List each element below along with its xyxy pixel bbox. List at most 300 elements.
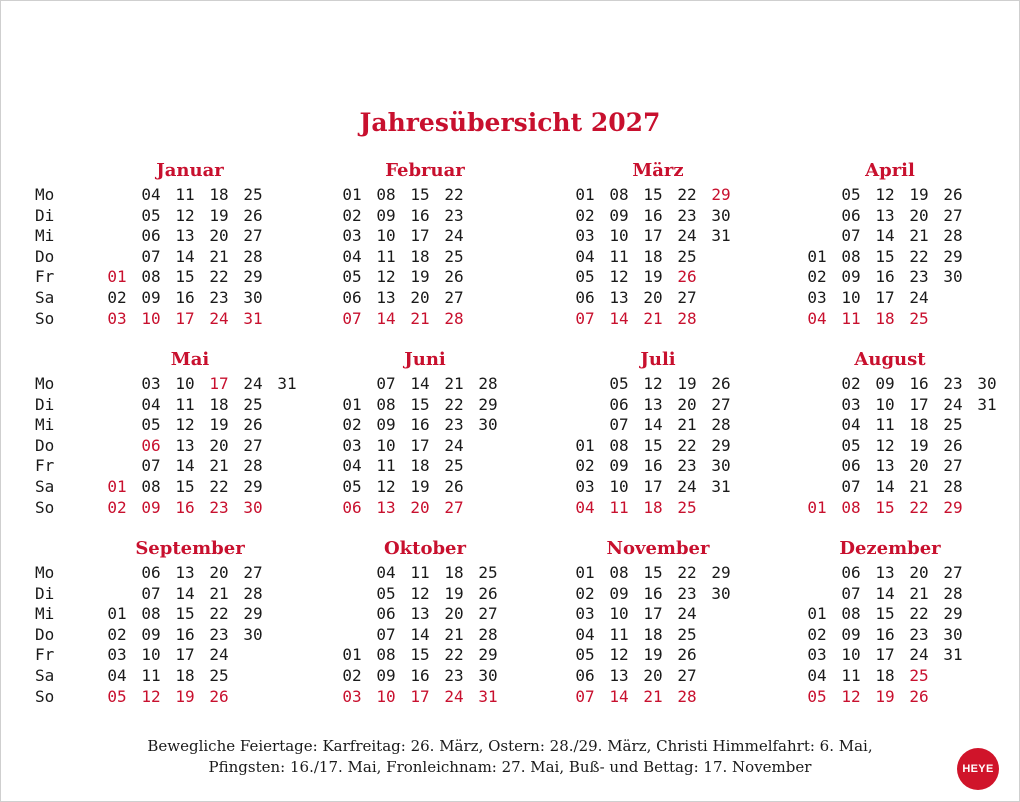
day-cell: 04 xyxy=(376,563,396,582)
day-cell: 21 xyxy=(444,624,464,644)
day-cell: 23 xyxy=(943,374,963,393)
day-cell: 16 xyxy=(643,205,663,225)
day-cell: 05 xyxy=(575,645,595,665)
day-cell: 08 xyxy=(609,435,629,455)
day-cell: 19 xyxy=(643,645,663,665)
day-cell: 15 xyxy=(875,246,895,266)
day-cell: 14 xyxy=(376,308,396,328)
day-cell: 14 xyxy=(643,415,663,435)
day-cell: 20 xyxy=(643,288,663,307)
day-cell: 22 xyxy=(209,267,229,287)
day-cell: 03 xyxy=(575,477,595,496)
day-cell: 15 xyxy=(643,185,663,204)
weekday-label-fr: Fr xyxy=(35,267,55,287)
day-cell: 14 xyxy=(410,624,430,644)
day-cell: 21 xyxy=(643,308,663,328)
day-cell: 21 xyxy=(677,415,697,435)
day-cell: 04 xyxy=(107,666,127,685)
day-cell: 09 xyxy=(841,624,861,644)
day-cell: 25 xyxy=(677,246,697,266)
day-cell: 02 xyxy=(107,624,127,644)
day-cell: 06 xyxy=(141,563,161,582)
day-cell: 23 xyxy=(677,456,697,476)
day-cell: 27 xyxy=(243,226,263,246)
day-cell: 22 xyxy=(909,604,929,624)
day-cell: 22 xyxy=(209,604,229,624)
day-cell: 23 xyxy=(209,497,229,517)
weekday-label-di: Di xyxy=(35,205,55,225)
day-cell: 04 xyxy=(342,246,362,266)
day-cell: 20 xyxy=(677,394,697,414)
day-cell: 30 xyxy=(478,666,498,685)
weekday-label-mo: Mo xyxy=(35,185,55,204)
day-cell: 22 xyxy=(677,185,697,204)
day-cell: 11 xyxy=(175,394,195,414)
day-cell: 05 xyxy=(342,477,362,496)
day-cell: 25 xyxy=(444,456,464,476)
day-cell: 06 xyxy=(376,604,396,624)
day-cell: 11 xyxy=(376,246,396,266)
day-cell: 06 xyxy=(575,288,595,307)
day-cell: 28 xyxy=(444,308,464,328)
day-cell: 11 xyxy=(875,415,895,435)
day-cell: 02 xyxy=(807,267,827,287)
day-cell: 13 xyxy=(875,456,895,476)
day-cell: 22 xyxy=(444,185,464,204)
day-cell: 31 xyxy=(711,477,731,496)
day-cell: 15 xyxy=(175,267,195,287)
day-cell: 05 xyxy=(841,185,861,204)
day-cell: 04 xyxy=(141,394,161,414)
day-cell: 26 xyxy=(943,435,963,455)
day-cell: 16 xyxy=(410,205,430,225)
day-cell: 13 xyxy=(175,435,195,455)
day-cell: 23 xyxy=(444,415,464,435)
day-cell: 26 xyxy=(677,267,697,287)
month-name: November xyxy=(606,538,710,559)
day-cell: 08 xyxy=(376,645,396,665)
day-cell: 25 xyxy=(444,246,464,266)
day-cell: 07 xyxy=(141,246,161,266)
day-cell: 14 xyxy=(609,686,629,706)
day-cell: 22 xyxy=(444,645,464,665)
day-cell: 23 xyxy=(209,288,229,307)
day-cell: 27 xyxy=(444,497,464,517)
day-cell: 06 xyxy=(575,666,595,685)
day-cell: 17 xyxy=(410,226,430,246)
day-cell: 25 xyxy=(677,497,697,517)
page-title: Jahresübersicht 2027 xyxy=(359,108,661,137)
day-cell: 24 xyxy=(909,288,929,307)
day-cell: 22 xyxy=(444,394,464,414)
day-cell: 07 xyxy=(841,583,861,603)
day-cell: 26 xyxy=(943,185,963,204)
day-cell: 16 xyxy=(875,267,895,287)
day-cell: 08 xyxy=(841,246,861,266)
day-cell: 11 xyxy=(376,456,396,476)
day-cell: 19 xyxy=(410,477,430,496)
day-cell: 07 xyxy=(342,308,362,328)
day-cell: 21 xyxy=(909,226,929,246)
day-cell: 04 xyxy=(575,497,595,517)
day-cell: 16 xyxy=(175,288,195,307)
day-cell: 24 xyxy=(677,477,697,496)
day-cell: 24 xyxy=(444,435,464,455)
day-cell: 10 xyxy=(841,288,861,307)
day-cell: 09 xyxy=(609,583,629,603)
day-cell: 13 xyxy=(376,288,396,307)
day-cell: 11 xyxy=(410,563,430,582)
day-cell: 31 xyxy=(277,374,297,393)
day-cell: 28 xyxy=(943,226,963,246)
day-cell: 12 xyxy=(175,415,195,435)
day-cell: 21 xyxy=(209,583,229,603)
day-cell: 18 xyxy=(643,624,663,644)
day-cell: 13 xyxy=(875,563,895,582)
day-cell: 15 xyxy=(410,394,430,414)
day-cell: 05 xyxy=(141,205,161,225)
day-cell: 31 xyxy=(943,645,963,665)
day-cell: 05 xyxy=(609,374,629,393)
day-cell: 01 xyxy=(342,394,362,414)
day-cell: 08 xyxy=(141,267,161,287)
day-cell: 08 xyxy=(609,185,629,204)
day-cell: 29 xyxy=(243,477,263,496)
day-cell: 09 xyxy=(376,666,396,685)
day-cell: 22 xyxy=(209,477,229,496)
day-cell: 03 xyxy=(841,394,861,414)
day-cell: 21 xyxy=(909,583,929,603)
day-cell: 16 xyxy=(875,624,895,644)
day-cell: 15 xyxy=(643,435,663,455)
day-cell: 28 xyxy=(243,246,263,266)
day-cell: 13 xyxy=(609,666,629,685)
day-cell: 24 xyxy=(444,686,464,706)
day-cell: 08 xyxy=(609,563,629,582)
day-cell: 15 xyxy=(875,604,895,624)
day-cell: 08 xyxy=(376,394,396,414)
day-cell: 14 xyxy=(875,477,895,496)
day-cell: 10 xyxy=(609,604,629,624)
day-cell: 18 xyxy=(875,666,895,685)
day-cell: 18 xyxy=(209,394,229,414)
day-cell: 10 xyxy=(376,435,396,455)
day-cell: 23 xyxy=(677,205,697,225)
day-cell: 29 xyxy=(943,604,963,624)
day-cell: 30 xyxy=(977,374,997,393)
day-cell: 10 xyxy=(841,645,861,665)
day-cell: 24 xyxy=(909,645,929,665)
day-cell: 12 xyxy=(875,185,895,204)
day-cell: 28 xyxy=(943,583,963,603)
day-cell: 16 xyxy=(909,374,929,393)
day-cell: 11 xyxy=(141,666,161,685)
day-cell: 07 xyxy=(575,308,595,328)
day-cell: 19 xyxy=(444,583,464,603)
weekday-label-do: Do xyxy=(35,246,55,266)
day-cell: 20 xyxy=(209,226,229,246)
day-cell: 20 xyxy=(410,288,430,307)
day-cell: 09 xyxy=(609,205,629,225)
day-cell: 18 xyxy=(875,308,895,328)
day-cell: 28 xyxy=(243,456,263,476)
day-cell: 26 xyxy=(209,686,229,706)
day-cell: 14 xyxy=(410,374,430,393)
weekday-label-sa: Sa xyxy=(35,666,55,685)
day-cell: 07 xyxy=(841,477,861,496)
day-cell: 04 xyxy=(807,308,827,328)
day-cell: 22 xyxy=(909,246,929,266)
day-cell: 05 xyxy=(807,686,827,706)
day-cell: 23 xyxy=(909,624,929,644)
day-cell: 10 xyxy=(376,226,396,246)
day-cell: 03 xyxy=(807,645,827,665)
day-cell: 26 xyxy=(444,477,464,496)
day-cell: 14 xyxy=(609,308,629,328)
day-cell: 15 xyxy=(875,497,895,517)
day-cell: 03 xyxy=(807,288,827,307)
day-cell: 28 xyxy=(243,583,263,603)
day-cell: 06 xyxy=(342,497,362,517)
day-cell: 24 xyxy=(209,308,229,328)
day-cell: 17 xyxy=(643,477,663,496)
day-cell: 11 xyxy=(175,185,195,204)
day-cell: 24 xyxy=(243,374,263,393)
day-cell: 12 xyxy=(875,435,895,455)
month-name: Juni xyxy=(404,349,446,370)
day-cell: 28 xyxy=(478,374,498,393)
month-name: Februar xyxy=(385,160,465,181)
weekday-label-so: So xyxy=(35,308,55,328)
day-cell: 24 xyxy=(943,394,963,414)
day-cell: 21 xyxy=(209,456,229,476)
day-cell: 14 xyxy=(175,583,195,603)
day-cell: 26 xyxy=(909,686,929,706)
day-cell: 06 xyxy=(342,288,362,307)
day-cell: 04 xyxy=(575,246,595,266)
day-cell: 04 xyxy=(841,415,861,435)
day-cell: 10 xyxy=(376,686,396,706)
weekday-label-fr: Fr xyxy=(35,645,55,665)
day-cell: 05 xyxy=(342,267,362,287)
day-cell: 13 xyxy=(609,288,629,307)
day-cell: 18 xyxy=(175,666,195,685)
day-cell: 16 xyxy=(643,583,663,603)
day-cell: 27 xyxy=(943,456,963,476)
day-cell: 02 xyxy=(107,288,127,307)
day-cell: 16 xyxy=(410,666,430,685)
day-cell: 25 xyxy=(677,624,697,644)
day-cell: 02 xyxy=(342,415,362,435)
day-cell: 26 xyxy=(711,374,731,393)
day-cell: 12 xyxy=(175,205,195,225)
day-cell: 01 xyxy=(575,563,595,582)
day-cell: 26 xyxy=(478,583,498,603)
day-cell: 29 xyxy=(943,246,963,266)
day-cell: 30 xyxy=(943,624,963,644)
day-cell: 25 xyxy=(478,563,498,582)
day-cell: 20 xyxy=(909,563,929,582)
day-cell: 03 xyxy=(575,604,595,624)
day-cell: 24 xyxy=(677,226,697,246)
day-cell: 03 xyxy=(107,645,127,665)
day-cell: 06 xyxy=(609,394,629,414)
day-cell: 02 xyxy=(841,374,861,393)
day-cell: 29 xyxy=(478,645,498,665)
day-cell: 29 xyxy=(711,185,731,204)
day-cell: 15 xyxy=(410,645,430,665)
month-name: Dezember xyxy=(839,538,941,559)
day-cell: 08 xyxy=(841,497,861,517)
day-cell: 21 xyxy=(444,374,464,393)
month-name: Mai xyxy=(170,349,210,370)
day-cell: 27 xyxy=(677,288,697,307)
day-cell: 01 xyxy=(807,604,827,624)
day-cell: 10 xyxy=(141,645,161,665)
day-cell: 03 xyxy=(141,374,161,393)
day-cell: 21 xyxy=(909,477,929,496)
day-cell: 08 xyxy=(141,477,161,496)
day-cell: 12 xyxy=(609,645,629,665)
day-cell: 04 xyxy=(141,185,161,204)
day-cell: 19 xyxy=(209,205,229,225)
day-cell: 20 xyxy=(410,497,430,517)
day-cell: 18 xyxy=(410,246,430,266)
day-cell: 06 xyxy=(141,435,161,455)
day-cell: 17 xyxy=(875,645,895,665)
day-cell: 17 xyxy=(875,288,895,307)
day-cell: 18 xyxy=(209,185,229,204)
day-cell: 24 xyxy=(677,604,697,624)
day-cell: 23 xyxy=(444,205,464,225)
day-cell: 01 xyxy=(107,477,127,496)
day-cell: 14 xyxy=(875,226,895,246)
day-cell: 07 xyxy=(841,226,861,246)
weekday-label-mo: Mo xyxy=(35,563,55,582)
day-cell: 29 xyxy=(711,435,731,455)
day-cell: 17 xyxy=(410,686,430,706)
day-cell: 16 xyxy=(410,415,430,435)
day-cell: 30 xyxy=(711,456,731,476)
day-cell: 29 xyxy=(243,267,263,287)
day-cell: 10 xyxy=(175,374,195,393)
day-cell: 08 xyxy=(141,604,161,624)
day-cell: 30 xyxy=(243,288,263,307)
day-cell: 10 xyxy=(875,394,895,414)
day-cell: 01 xyxy=(342,645,362,665)
day-cell: 18 xyxy=(643,497,663,517)
day-cell: 01 xyxy=(575,435,595,455)
day-cell: 15 xyxy=(643,563,663,582)
day-cell: 30 xyxy=(478,415,498,435)
day-cell: 20 xyxy=(909,456,929,476)
day-cell: 17 xyxy=(209,374,229,393)
day-cell: 14 xyxy=(175,456,195,476)
day-cell: 07 xyxy=(609,415,629,435)
day-cell: 09 xyxy=(141,497,161,517)
day-cell: 17 xyxy=(175,308,195,328)
day-cell: 27 xyxy=(243,435,263,455)
weekday-label-sa: Sa xyxy=(35,477,55,496)
day-cell: 07 xyxy=(575,686,595,706)
day-cell: 11 xyxy=(609,497,629,517)
day-cell: 04 xyxy=(807,666,827,685)
day-cell: 28 xyxy=(711,415,731,435)
month-name: Januar xyxy=(156,160,224,181)
day-cell: 20 xyxy=(444,604,464,624)
day-cell: 19 xyxy=(909,435,929,455)
day-cell: 23 xyxy=(209,624,229,644)
day-cell: 19 xyxy=(209,415,229,435)
day-cell: 28 xyxy=(478,624,498,644)
day-cell: 07 xyxy=(376,374,396,393)
day-cell: 27 xyxy=(943,205,963,225)
day-cell: 03 xyxy=(342,686,362,706)
weekday-label-mi: Mi xyxy=(35,415,55,435)
day-cell: 09 xyxy=(141,288,161,307)
day-cell: 21 xyxy=(410,308,430,328)
day-cell: 08 xyxy=(376,185,396,204)
day-cell: 07 xyxy=(376,624,396,644)
day-cell: 20 xyxy=(643,666,663,685)
holiday-footnote-line2: Pfingsten: 16./17. Mai, Fronleichnam: 27. Mai, Buß- und Bettag: 17. November xyxy=(208,758,812,776)
day-cell: 12 xyxy=(141,686,161,706)
day-cell: 26 xyxy=(677,645,697,665)
day-cell: 09 xyxy=(609,456,629,476)
day-cell: 06 xyxy=(841,205,861,225)
day-cell: 27 xyxy=(711,394,731,414)
day-cell: 01 xyxy=(807,246,827,266)
day-cell: 31 xyxy=(243,308,263,328)
day-cell: 01 xyxy=(342,185,362,204)
day-cell: 08 xyxy=(841,604,861,624)
weekday-label-do: Do xyxy=(35,624,55,644)
day-cell: 31 xyxy=(711,226,731,246)
day-cell: 11 xyxy=(841,666,861,685)
day-cell: 28 xyxy=(943,477,963,496)
day-cell: 09 xyxy=(841,267,861,287)
day-cell: 19 xyxy=(677,374,697,393)
day-cell: 06 xyxy=(141,226,161,246)
day-cell: 30 xyxy=(243,624,263,644)
day-cell: 14 xyxy=(875,583,895,603)
day-cell: 03 xyxy=(575,226,595,246)
weekday-label-mo: Mo xyxy=(35,374,55,393)
day-cell: 26 xyxy=(444,267,464,287)
day-cell: 05 xyxy=(841,435,861,455)
day-cell: 24 xyxy=(444,226,464,246)
day-cell: 30 xyxy=(711,205,731,225)
day-cell: 17 xyxy=(909,394,929,414)
day-cell: 16 xyxy=(175,497,195,517)
month-name: April xyxy=(865,160,915,181)
month-name: September xyxy=(135,538,245,559)
day-cell: 13 xyxy=(376,497,396,517)
day-cell: 27 xyxy=(943,563,963,582)
day-cell: 12 xyxy=(376,477,396,496)
holiday-footnote-line1: Bewegliche Feiertage: Karfreitag: 26. März, Ostern: 28./29. März, Christi Himmelfahrt: 6. Mai, xyxy=(147,737,873,755)
day-cell: 01 xyxy=(807,497,827,517)
day-cell: 19 xyxy=(643,267,663,287)
day-cell: 25 xyxy=(943,415,963,435)
day-cell: 13 xyxy=(175,563,195,582)
weekday-label-di: Di xyxy=(35,394,55,414)
day-cell: 18 xyxy=(909,415,929,435)
day-cell: 02 xyxy=(107,497,127,517)
day-cell: 07 xyxy=(141,583,161,603)
day-cell: 18 xyxy=(410,456,430,476)
day-cell: 11 xyxy=(609,246,629,266)
